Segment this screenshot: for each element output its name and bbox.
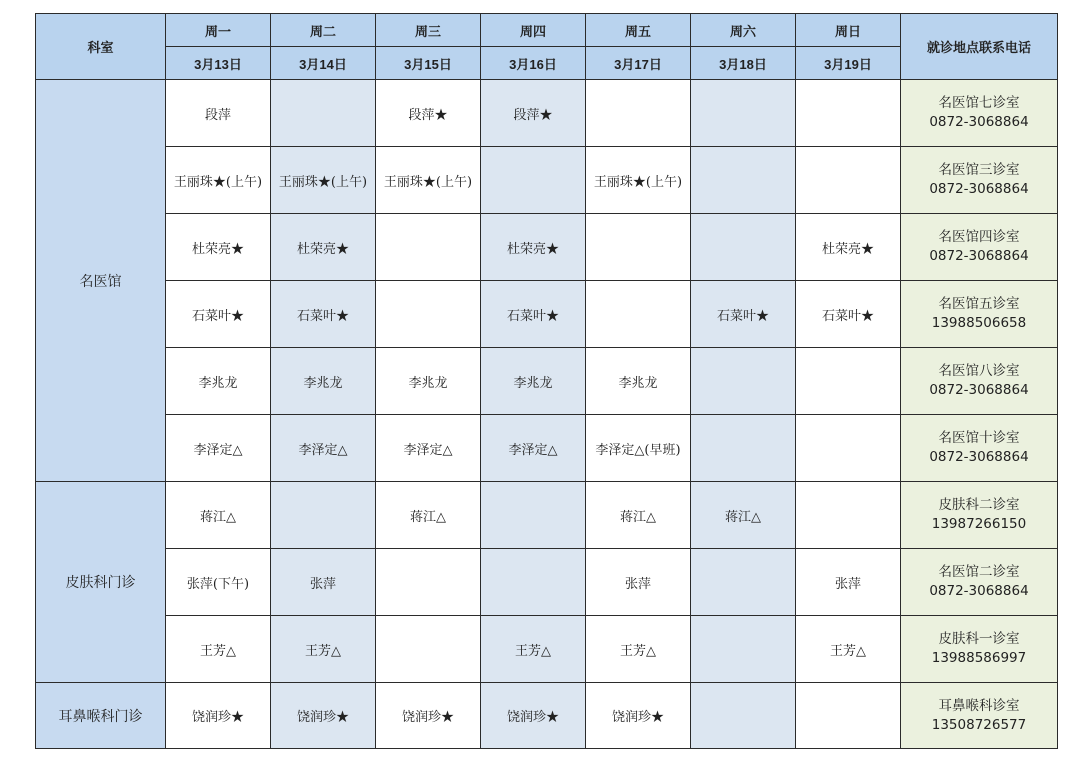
doctor-cell (691, 616, 796, 683)
doctor-cell (376, 214, 481, 281)
weekday-header: 周三 (376, 14, 481, 47)
location-column-header: 就诊地点联系电话 (901, 14, 1058, 80)
doctor-cell (481, 482, 586, 549)
phone-number: 13988506658 (931, 315, 1027, 331)
doctor-cell (376, 281, 481, 348)
schedule-row (36, 616, 1058, 683)
weekday-header: 周四 (481, 14, 586, 47)
doctor-cell: 饶润珍★ (166, 683, 271, 749)
room-name: 名医馆五诊室 (938, 296, 1020, 312)
doctor-cell: 李泽定△ (376, 415, 481, 482)
schedule-row (36, 80, 1058, 147)
doctor-cell (691, 549, 796, 616)
location-cell (901, 348, 1058, 415)
room-name: 名医馆十诊室 (938, 430, 1020, 446)
weekday-header: 周六 (691, 14, 796, 47)
doctor-cell: 张萍 (586, 549, 691, 616)
doctor-cell: 王芳△ (796, 616, 901, 683)
doctor-cell: 张萍 (796, 549, 901, 616)
doctor-cell: 段萍★ (481, 80, 586, 147)
weekday-header: 周一 (166, 14, 271, 47)
doctor-cell: 饶润珍★ (271, 683, 376, 749)
location-cell (901, 482, 1058, 549)
location-cell (901, 415, 1058, 482)
date-header: 3月14日 (271, 47, 376, 80)
schedule-table (35, 13, 1058, 749)
doctor-cell: 饶润珍★ (376, 683, 481, 749)
doctor-cell: 杜荣亮★ (166, 214, 271, 281)
phone-number: 0872-3068864 (929, 248, 1029, 264)
doctor-cell: 李兆龙 (376, 348, 481, 415)
phone-number: 0872-3068864 (929, 583, 1029, 599)
doctor-cell: 李兆龙 (586, 348, 691, 415)
doctor-cell: 王芳△ (271, 616, 376, 683)
schedule-row (36, 549, 1058, 616)
department-cell: 耳鼻喉科门诊 (36, 683, 166, 749)
doctor-cell: 石菜叶★ (691, 281, 796, 348)
date-header: 3月19日 (796, 47, 901, 80)
doctor-cell: 李泽定△ (271, 415, 376, 482)
room-name: 名医馆二诊室 (938, 564, 1020, 580)
date-header: 3月16日 (481, 47, 586, 80)
header-row-weekdays (36, 14, 1058, 47)
phone-number: 13987266150 (931, 516, 1027, 532)
doctor-cell (271, 482, 376, 549)
doctor-cell: 蒋江△ (691, 482, 796, 549)
room-name: 名医馆三诊室 (938, 162, 1020, 178)
weekday-header: 周二 (271, 14, 376, 47)
date-header: 3月15日 (376, 47, 481, 80)
department-cell: 皮肤科门诊 (36, 482, 166, 683)
doctor-cell: 王丽珠★(上午) (376, 147, 481, 214)
room-name: 名医馆八诊室 (938, 363, 1020, 379)
doctor-cell: 李兆龙 (271, 348, 376, 415)
doctor-cell (796, 147, 901, 214)
schedule-row (36, 683, 1058, 749)
doctor-cell: 杜荣亮★ (481, 214, 586, 281)
doctor-cell (796, 683, 901, 749)
doctor-cell: 李泽定△ (166, 415, 271, 482)
doctor-cell: 张萍 (271, 549, 376, 616)
doctor-cell: 张萍(下午) (166, 549, 271, 616)
schedule-row (36, 214, 1058, 281)
doctor-cell: 王芳△ (586, 616, 691, 683)
phone-number: 0872-3068864 (929, 181, 1029, 197)
doctor-cell (376, 549, 481, 616)
date-header: 3月17日 (586, 47, 691, 80)
doctor-cell (796, 348, 901, 415)
doctor-cell (481, 147, 586, 214)
doctor-cell: 王芳△ (166, 616, 271, 683)
dept-column-header: 科室 (36, 14, 166, 80)
weekday-header: 周日 (796, 14, 901, 47)
doctor-cell: 段萍 (166, 80, 271, 147)
doctor-cell (376, 616, 481, 683)
phone-number: 13988586997 (931, 650, 1027, 666)
doctor-cell (691, 415, 796, 482)
doctor-cell: 杜荣亮★ (271, 214, 376, 281)
location-cell (901, 549, 1058, 616)
doctor-cell (586, 214, 691, 281)
doctor-cell: 蒋江△ (586, 482, 691, 549)
doctor-cell (271, 80, 376, 147)
doctor-cell (691, 80, 796, 147)
phone-number: 0872-3068864 (929, 382, 1029, 398)
schedule-row (36, 147, 1058, 214)
schedule-row (36, 482, 1058, 549)
doctor-cell: 饶润珍★ (586, 683, 691, 749)
doctor-cell (691, 214, 796, 281)
department-cell: 名医馆 (36, 80, 166, 482)
doctor-cell: 李泽定△ (481, 415, 586, 482)
doctor-cell: 蒋江△ (166, 482, 271, 549)
doctor-cell (586, 80, 691, 147)
doctor-cell: 李兆龙 (481, 348, 586, 415)
doctor-cell (796, 482, 901, 549)
doctor-cell: 王丽珠★(上午) (271, 147, 376, 214)
doctor-cell: 蒋江△ (376, 482, 481, 549)
doctor-cell: 石菜叶★ (796, 281, 901, 348)
location-cell (901, 683, 1058, 749)
doctor-cell (586, 281, 691, 348)
phone-number: 13508726577 (931, 716, 1027, 733)
doctor-cell (691, 147, 796, 214)
doctor-cell (796, 80, 901, 147)
doctor-cell (796, 415, 901, 482)
doctor-cell: 王丽珠★(上午) (166, 147, 271, 214)
location-cell (901, 281, 1058, 348)
phone-number: 0872-3068864 (929, 449, 1029, 465)
doctor-cell: 杜荣亮★ (796, 214, 901, 281)
date-header: 3月18日 (691, 47, 796, 80)
room-name: 名医馆七诊室 (938, 95, 1020, 111)
doctor-cell (691, 683, 796, 749)
room-name: 名医馆四诊室 (938, 229, 1020, 245)
room-name: 耳鼻喉科诊室 (938, 697, 1020, 714)
weekday-header: 周五 (586, 14, 691, 47)
doctor-cell: 饶润珍★ (481, 683, 586, 749)
doctor-cell (481, 549, 586, 616)
room-name: 皮肤科一诊室 (938, 631, 1020, 647)
schedule-row (36, 281, 1058, 348)
doctor-cell: 王丽珠★(上午) (586, 147, 691, 214)
schedule-row (36, 348, 1058, 415)
doctor-cell: 石菜叶★ (166, 281, 271, 348)
doctor-cell: 石菜叶★ (271, 281, 376, 348)
doctor-cell: 李兆龙 (166, 348, 271, 415)
date-header: 3月13日 (166, 47, 271, 80)
schedule-row (36, 415, 1058, 482)
location-cell (901, 80, 1058, 147)
doctor-cell: 李泽定△(早班) (586, 415, 691, 482)
doctor-cell: 石菜叶★ (481, 281, 586, 348)
doctor-cell: 王芳△ (481, 616, 586, 683)
room-name: 皮肤科二诊室 (938, 497, 1020, 513)
doctor-cell (691, 348, 796, 415)
location-cell (901, 214, 1058, 281)
location-cell (901, 147, 1058, 214)
location-cell (901, 616, 1058, 683)
doctor-cell: 段萍★ (376, 80, 481, 147)
phone-number: 0872-3068864 (929, 114, 1029, 130)
